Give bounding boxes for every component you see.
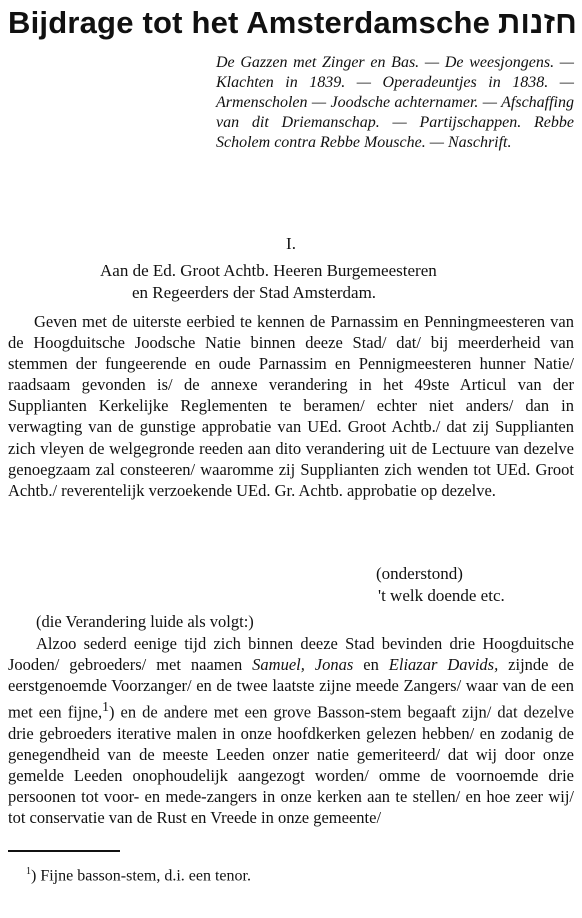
amendment-text-4: ) en de andere met een grove Basson-stem begaaft zijn/ dat dezelve drie gebroeders iterative malen in onze hoofdkerken gelezen hebben/ en zodanig de genegendheid van de meeste Leeden onzer natie gemeriteerd/ dat wij door onze gemelde Leeden onophoudelijk aangezogt worden/ omme de voornoemde drie persoonen tot voor- en mede-zangers in onze kerken aan te stellen/ en hoe zeer wij/ tot conservatie van de Rust en Vreede in onze gemeente/	[8, 702, 574, 828]
names-first: Samuel, Jonas	[252, 655, 354, 675]
amendment-text-2: en	[353, 655, 389, 675]
footnote-reference[interactable]: 1	[102, 699, 109, 715]
footnote-text: ) Fijne basson-stem, d.i. een tenor.	[31, 867, 251, 885]
amendment-text-3: zijnde de eerstgenoemde Voorzanger/ en de twee laatste zijne meede Zangers/ waar van de een met een fijne,	[8, 655, 575, 722]
chapter-summary: De Gazzen met Zinger en Bas. — De weesjongens. — Klachten in 1839. — Operadeuntjes in 1838. — Armenscholen — Joodsche achternamer. — Afschaffing van dit Driemanschap. — Partijschappen. Rebbe Scholem contra Rebbe Mousche. — Naschrift.	[216, 54, 574, 151]
petition-paragraph: Geven met de uiterste eerbied te kennen de Parnassim en Penningmeesteren van de Hoogduitsche Joodsche Natie binnen deeze Stad/ dat/ bij meerderheid van stemmen der fungeerende en oude Parnassim en Pennigmeesteren hunner Natie/ raadsaam gevonden is/ de annexe verandering in het 49ste Articul van der Supplianten Kerkelijke Reglementen te beramen/ echter niet anders/ dan in verwagting van de gunstige approbatie van UEd. Groot Achtb./ dat zij Supplianten zich vleyen de welgegronde reeden aan dito verandering uit de Lectuure van dezelve genoegzaam zal consteeren/ waaromme zij Supplianten zich wenden tot UEd. Groot Achtb./ reverentelijk verzoekende UEd. Gr. Achtb. approbatie op dezelve.	[8, 312, 574, 500]
petition-body	[8, 311, 574, 501]
amendment-body	[8, 633, 574, 828]
amendment-text-1: Alzoo sederd eenige tijd zich binnen deeze Stad bevinden drie Hoogduitsche Jooden/ gebroeders/ met naamen	[8, 634, 574, 675]
closing-line-2: 't welk doende etc.	[378, 586, 505, 605]
petition-closing	[376, 563, 576, 607]
title-text: Bijdrage tot het Amsterdamsche	[8, 5, 491, 40]
page-title	[8, 4, 578, 42]
closing-line-1: (onderstond)	[376, 564, 463, 583]
footnote-marker: 1	[26, 866, 31, 877]
addressee-line-1: Aan de Ed. Groot Achtb. Heeren Burgemeesteren	[100, 261, 437, 280]
footnote-divider	[8, 850, 120, 852]
title-hebrew-word: חזנות	[498, 5, 578, 40]
name-last: Eliazar Davids,	[388, 655, 499, 675]
amendment-intro: (die Verandering luide als volgt:)	[36, 612, 254, 631]
addressee-line-2: en Regeerders der Stad Amsterdam.	[132, 283, 377, 302]
footnote	[26, 861, 566, 887]
amendment-paragraph	[8, 633, 574, 828]
petition-addressee	[100, 260, 560, 304]
section-numeral: I.	[286, 234, 296, 253]
